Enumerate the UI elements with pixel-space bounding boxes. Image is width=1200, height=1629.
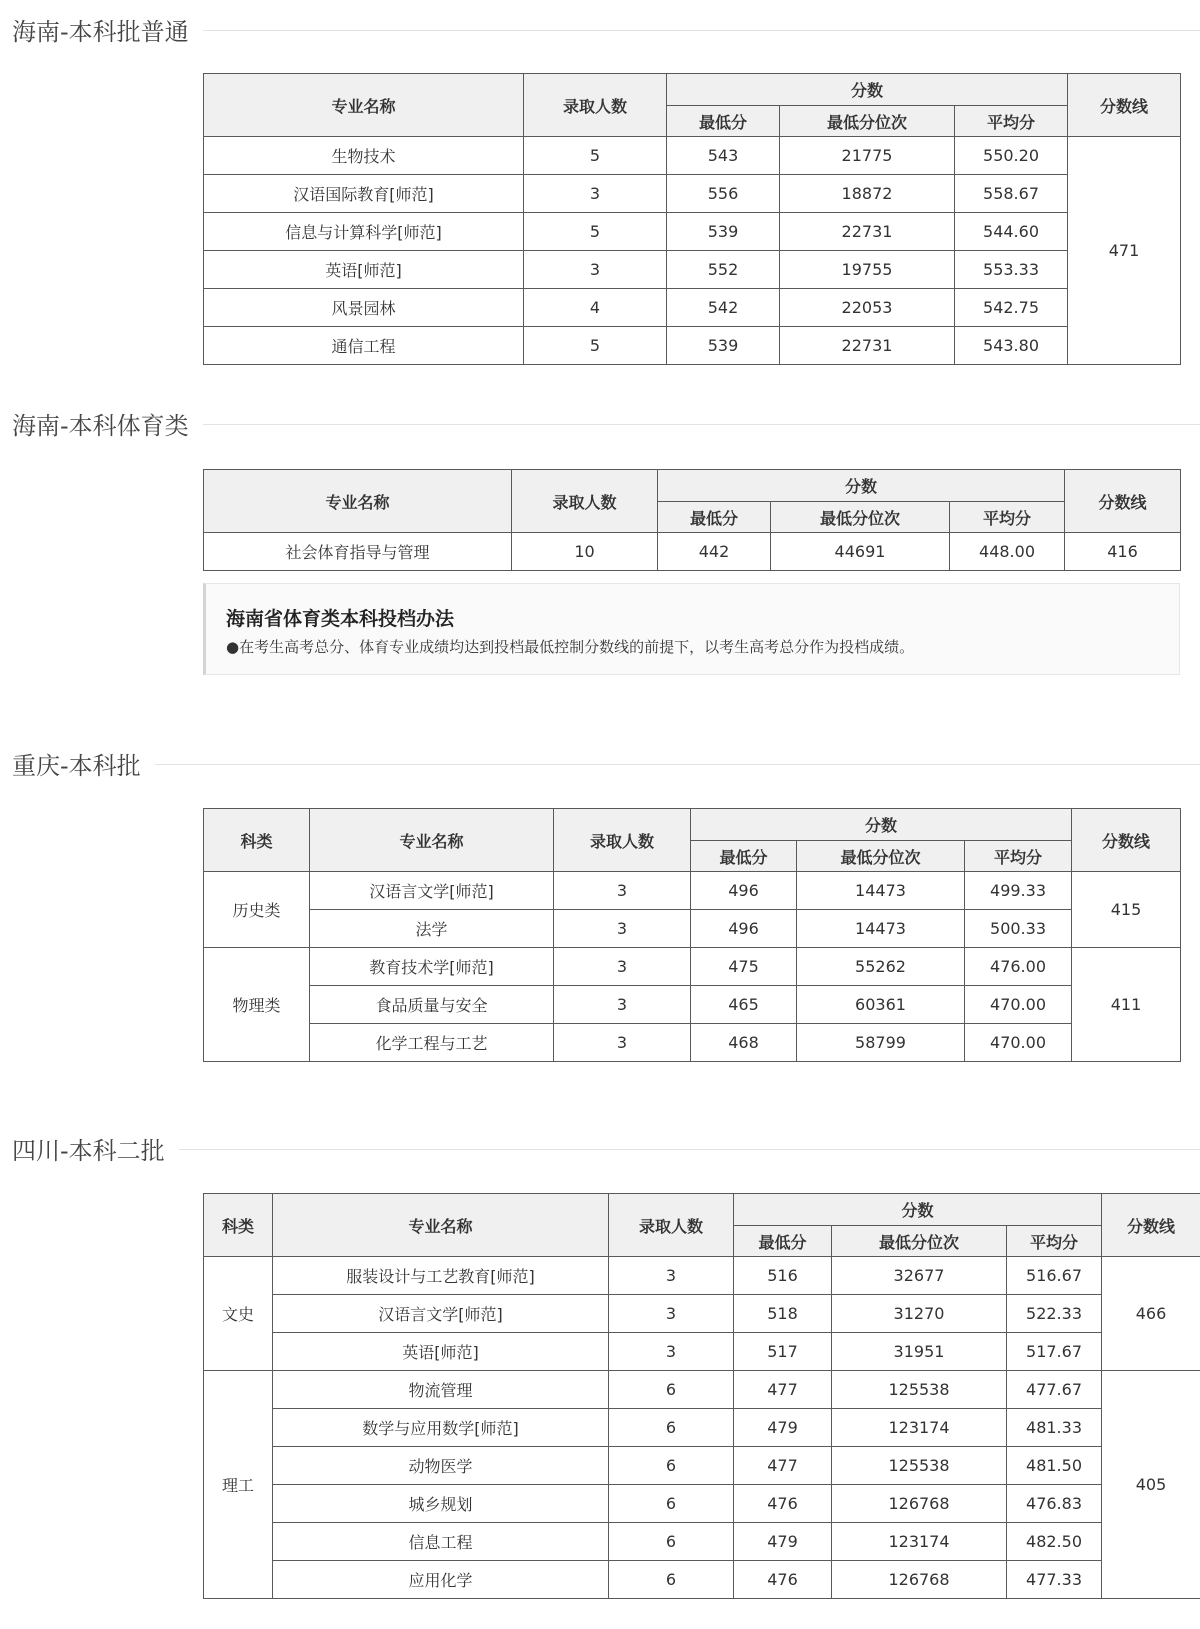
table-row bbox=[204, 533, 1181, 571]
cell-min-rank: 14473 bbox=[797, 872, 965, 910]
cell-min-score: 517 bbox=[734, 1333, 832, 1371]
cell-admitted: 10 bbox=[512, 533, 658, 571]
header-major: 专业名称 bbox=[273, 1194, 609, 1257]
title-divider bbox=[12, 1149, 1200, 1150]
cell-admitted: 6 bbox=[609, 1561, 734, 1599]
header-score: 分数 bbox=[734, 1194, 1102, 1226]
header-category: 科类 bbox=[204, 809, 310, 872]
cell-major: 物流管理 bbox=[273, 1371, 609, 1409]
cell-min-rank: 22053 bbox=[780, 289, 955, 327]
table-row bbox=[204, 327, 1181, 365]
cell-admitted: 5 bbox=[524, 327, 667, 365]
section-title-sichuan bbox=[0, 1127, 1200, 1163]
cell-admitted: 5 bbox=[524, 213, 667, 251]
cell-min-score: 496 bbox=[691, 910, 797, 948]
table-row bbox=[204, 872, 1181, 910]
cell-major: 生物技术 bbox=[204, 137, 524, 175]
cell-avg-score: 476.00 bbox=[965, 948, 1072, 986]
header-score: 分数 bbox=[691, 809, 1072, 841]
cell-min-rank: 22731 bbox=[780, 213, 955, 251]
cell-major: 化学工程与工艺 bbox=[310, 1024, 554, 1062]
header-avg-score: 平均分 bbox=[965, 841, 1072, 872]
cell-avg-score: 481.50 bbox=[1007, 1447, 1102, 1485]
cell-min-score: 479 bbox=[734, 1409, 832, 1447]
cell-avg-score: 448.00 bbox=[950, 533, 1065, 571]
cell-admitted: 6 bbox=[609, 1409, 734, 1447]
cell-major: 动物医学 bbox=[273, 1447, 609, 1485]
note-title: 海南省体育类本科投档办法 bbox=[226, 608, 455, 630]
cell-min-score: 542 bbox=[667, 289, 780, 327]
cell-major: 汉语国际教育[师范] bbox=[204, 175, 524, 213]
note-body: ●在考生高考总分、体育专业成绩均达到投档最低控制分数线的前提下，以考生高考总分作为投档成绩。 bbox=[226, 638, 915, 656]
cell-score-line: 466 bbox=[1102, 1257, 1200, 1371]
cell-avg-score: 499.33 bbox=[965, 872, 1072, 910]
cell-avg-score: 544.60 bbox=[955, 213, 1068, 251]
cell-major: 服装设计与工艺教育[师范] bbox=[273, 1257, 609, 1295]
cell-avg-score: 517.67 bbox=[1007, 1333, 1102, 1371]
header-avg-score: 平均分 bbox=[950, 502, 1065, 533]
table-row bbox=[204, 251, 1181, 289]
section-title-text: 海南-本科批普通 bbox=[12, 12, 203, 47]
header-min-score: 最低分 bbox=[658, 502, 771, 533]
cell-min-rank: 44691 bbox=[771, 533, 950, 571]
cell-major: 汉语言文学[师范] bbox=[273, 1295, 609, 1333]
header-admitted: 录取人数 bbox=[512, 470, 658, 533]
header-major: 专业名称 bbox=[204, 470, 512, 533]
table-row bbox=[204, 137, 1181, 175]
score-table-hainan-regular bbox=[203, 73, 1181, 365]
cell-min-rank: 32677 bbox=[832, 1257, 1007, 1295]
cell-admitted: 3 bbox=[524, 251, 667, 289]
cell-avg-score: 477.67 bbox=[1007, 1371, 1102, 1409]
table-row bbox=[204, 986, 1181, 1024]
cell-admitted: 6 bbox=[609, 1447, 734, 1485]
cell-min-score: 476 bbox=[734, 1485, 832, 1523]
table-row bbox=[204, 1447, 1200, 1485]
cell-major: 食品质量与安全 bbox=[310, 986, 554, 1024]
table-row bbox=[204, 1409, 1200, 1447]
section-title-hainan-regular bbox=[0, 8, 1200, 44]
cell-avg-score: 542.75 bbox=[955, 289, 1068, 327]
table-row bbox=[204, 1485, 1200, 1523]
cell-score-line: 471 bbox=[1068, 137, 1181, 365]
cell-score-line: 411 bbox=[1072, 948, 1181, 1062]
cell-avg-score: 482.50 bbox=[1007, 1523, 1102, 1561]
section-title-chongqing bbox=[0, 742, 1200, 778]
header-avg-score: 平均分 bbox=[1007, 1226, 1102, 1257]
header-score-line: 分数线 bbox=[1068, 74, 1181, 137]
header-score-line: 分数线 bbox=[1102, 1194, 1200, 1257]
cell-major: 汉语言文学[师范] bbox=[310, 872, 554, 910]
header-min-score: 最低分 bbox=[667, 106, 780, 137]
cell-major: 应用化学 bbox=[273, 1561, 609, 1599]
header-major: 专业名称 bbox=[204, 74, 524, 137]
cell-min-score: 476 bbox=[734, 1561, 832, 1599]
cell-min-rank: 31951 bbox=[832, 1333, 1007, 1371]
cell-major: 英语[师范] bbox=[204, 251, 524, 289]
table-row bbox=[204, 289, 1181, 327]
cell-major: 通信工程 bbox=[204, 327, 524, 365]
cell-avg-score: 476.83 bbox=[1007, 1485, 1102, 1523]
admission-rule-note bbox=[203, 583, 1180, 675]
cell-major: 信息与计算科学[师范] bbox=[204, 213, 524, 251]
cell-avg-score: 522.33 bbox=[1007, 1295, 1102, 1333]
table-row bbox=[204, 1371, 1200, 1409]
cell-min-rank: 123174 bbox=[832, 1523, 1007, 1561]
cell-avg-score: 516.67 bbox=[1007, 1257, 1102, 1295]
header-score: 分数 bbox=[658, 470, 1065, 502]
cell-admitted: 5 bbox=[524, 137, 667, 175]
section-title-hainan-sports bbox=[0, 402, 1200, 438]
header-min-rank: 最低分位次 bbox=[832, 1226, 1007, 1257]
cell-min-rank: 14473 bbox=[797, 910, 965, 948]
title-divider bbox=[12, 764, 1200, 765]
cell-min-rank: 125538 bbox=[832, 1371, 1007, 1409]
cell-min-score: 543 bbox=[667, 137, 780, 175]
cell-min-rank: 126768 bbox=[832, 1485, 1007, 1523]
cell-major: 社会体育指导与管理 bbox=[204, 533, 512, 571]
cell-major: 教育技术学[师范] bbox=[310, 948, 554, 986]
cell-avg-score: 553.33 bbox=[955, 251, 1068, 289]
cell-admitted: 3 bbox=[554, 986, 691, 1024]
cell-admitted: 3 bbox=[609, 1257, 734, 1295]
cell-min-rank: 60361 bbox=[797, 986, 965, 1024]
cell-avg-score: 481.33 bbox=[1007, 1409, 1102, 1447]
cell-avg-score: 477.33 bbox=[1007, 1561, 1102, 1599]
header-major: 专业名称 bbox=[310, 809, 554, 872]
section-title-text: 重庆-本科批 bbox=[12, 746, 155, 781]
cell-min-score: 477 bbox=[734, 1371, 832, 1409]
cell-min-rank: 58799 bbox=[797, 1024, 965, 1062]
cell-category: 文史 bbox=[204, 1257, 273, 1371]
cell-avg-score: 500.33 bbox=[965, 910, 1072, 948]
section-title-text: 海南-本科体育类 bbox=[12, 406, 203, 441]
cell-major: 城乡规划 bbox=[273, 1485, 609, 1523]
cell-min-score: 465 bbox=[691, 986, 797, 1024]
cell-min-score: 539 bbox=[667, 327, 780, 365]
cell-min-rank: 18872 bbox=[780, 175, 955, 213]
cell-admitted: 4 bbox=[524, 289, 667, 327]
cell-admitted: 6 bbox=[609, 1523, 734, 1561]
header-min-score: 最低分 bbox=[734, 1226, 832, 1257]
cell-min-score: 518 bbox=[734, 1295, 832, 1333]
cell-score-line: 405 bbox=[1102, 1371, 1200, 1599]
cell-min-rank: 123174 bbox=[832, 1409, 1007, 1447]
cell-min-score: 477 bbox=[734, 1447, 832, 1485]
cell-major: 风景园林 bbox=[204, 289, 524, 327]
cell-avg-score: 470.00 bbox=[965, 986, 1072, 1024]
cell-min-rank: 19755 bbox=[780, 251, 955, 289]
cell-admitted: 3 bbox=[554, 910, 691, 948]
cell-min-rank: 21775 bbox=[780, 137, 955, 175]
cell-score-line: 416 bbox=[1065, 533, 1181, 571]
cell-major: 数学与应用数学[师范] bbox=[273, 1409, 609, 1447]
cell-admitted: 6 bbox=[609, 1485, 734, 1523]
section-title-text: 四川-本科二批 bbox=[12, 1131, 179, 1166]
table-row bbox=[204, 1561, 1200, 1599]
cell-min-score: 468 bbox=[691, 1024, 797, 1062]
cell-avg-score: 470.00 bbox=[965, 1024, 1072, 1062]
cell-min-score: 496 bbox=[691, 872, 797, 910]
cell-major: 法学 bbox=[310, 910, 554, 948]
header-score-line: 分数线 bbox=[1065, 470, 1181, 533]
cell-min-rank: 22731 bbox=[780, 327, 955, 365]
score-table-sichuan bbox=[203, 1193, 1200, 1599]
cell-admitted: 3 bbox=[524, 175, 667, 213]
table-row bbox=[204, 1523, 1200, 1561]
cell-min-rank: 31270 bbox=[832, 1295, 1007, 1333]
cell-min-rank: 55262 bbox=[797, 948, 965, 986]
cell-min-score: 552 bbox=[667, 251, 780, 289]
cell-min-score: 516 bbox=[734, 1257, 832, 1295]
cell-score-line: 415 bbox=[1072, 872, 1181, 948]
cell-admitted: 3 bbox=[554, 948, 691, 986]
cell-min-score: 442 bbox=[658, 533, 771, 571]
table-row bbox=[204, 910, 1181, 948]
cell-avg-score: 543.80 bbox=[955, 327, 1068, 365]
table-row bbox=[204, 948, 1181, 986]
header-score-line: 分数线 bbox=[1072, 809, 1181, 872]
table-row bbox=[204, 213, 1181, 251]
cell-category: 历史类 bbox=[204, 872, 310, 948]
table-row bbox=[204, 1295, 1200, 1333]
header-min-score: 最低分 bbox=[691, 841, 797, 872]
cell-major: 英语[师范] bbox=[273, 1333, 609, 1371]
header-admitted: 录取人数 bbox=[609, 1194, 734, 1257]
cell-avg-score: 558.67 bbox=[955, 175, 1068, 213]
cell-category: 理工 bbox=[204, 1371, 273, 1599]
table-row bbox=[204, 1024, 1181, 1062]
header-min-rank: 最低分位次 bbox=[797, 841, 965, 872]
header-category: 科类 bbox=[204, 1194, 273, 1257]
cell-min-score: 479 bbox=[734, 1523, 832, 1561]
table-row bbox=[204, 1333, 1200, 1371]
cell-category: 物理类 bbox=[204, 948, 310, 1062]
cell-admitted: 3 bbox=[554, 1024, 691, 1062]
cell-admitted: 3 bbox=[609, 1295, 734, 1333]
cell-admitted: 3 bbox=[554, 872, 691, 910]
cell-avg-score: 550.20 bbox=[955, 137, 1068, 175]
score-table-chongqing bbox=[203, 808, 1181, 1062]
cell-min-score: 475 bbox=[691, 948, 797, 986]
cell-min-score: 556 bbox=[667, 175, 780, 213]
cell-min-rank: 125538 bbox=[832, 1447, 1007, 1485]
header-score: 分数 bbox=[667, 74, 1068, 106]
header-admitted: 录取人数 bbox=[554, 809, 691, 872]
table-row bbox=[204, 175, 1181, 213]
table-row bbox=[204, 1257, 1200, 1295]
header-min-rank: 最低分位次 bbox=[771, 502, 950, 533]
header-min-rank: 最低分位次 bbox=[780, 106, 955, 137]
header-admitted: 录取人数 bbox=[524, 74, 667, 137]
cell-admitted: 6 bbox=[609, 1371, 734, 1409]
cell-admitted: 3 bbox=[609, 1333, 734, 1371]
cell-major: 信息工程 bbox=[273, 1523, 609, 1561]
score-table-hainan-sports bbox=[203, 469, 1181, 571]
header-avg-score: 平均分 bbox=[955, 106, 1068, 137]
cell-min-score: 539 bbox=[667, 213, 780, 251]
cell-min-rank: 126768 bbox=[832, 1561, 1007, 1599]
